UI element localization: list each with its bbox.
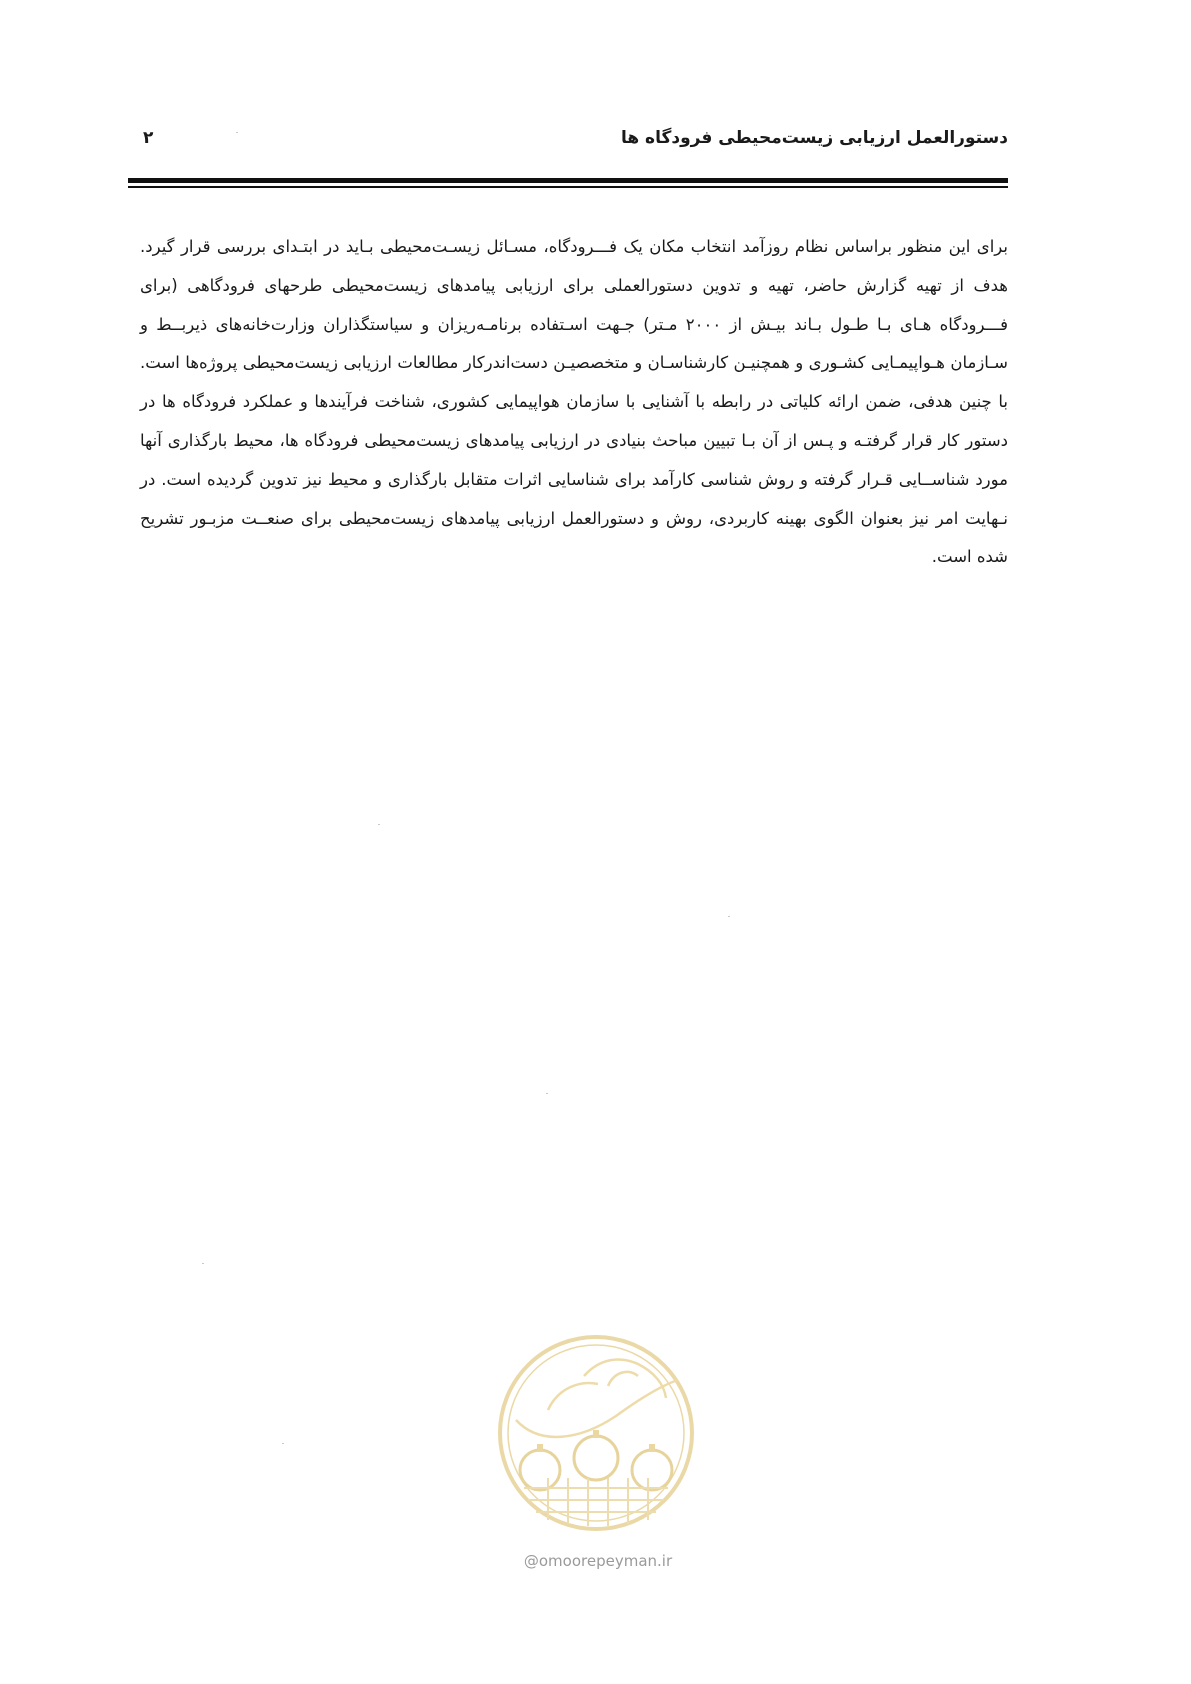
scan-speck [282,1443,284,1444]
running-title: دستورالعمل ارزیابی زیست‌محیطی فرودگاه ها [620,128,1008,148]
scan-speck [202,1263,204,1264]
scan-speck [378,824,380,825]
scan-speck [546,1093,548,1094]
gear-teeth-icon [537,1430,655,1452]
page-number: ۲ [143,128,154,148]
page-header [128,128,1008,158]
scan-speck [728,916,730,917]
grid-pattern-icon [524,1478,668,1526]
header-rule-thick [128,178,1008,183]
watermark-seal [488,1328,704,1538]
seal-lettering-logo [516,1360,678,1437]
scan-speck [236,132,238,133]
header-rule-thin [128,186,1008,188]
watermark-website: @omoorepeyman.ir [523,1552,673,1570]
body-paragraph: برای این منظور براساس نظام روزآمد انتخاب مکان یک فـــرودگاه، مسـائل زیسـت‌محیطی بـاید در ابتـدای بررسی قرار گیرد. هدف از تهیه گزارش حاضر، تهیه و تدوین دستورالعملی برای ارزیابی پیامدهای زیست‌محیطی طرحهای فرودگاهی (برای فـــرودگاه هـای بـا طـول بـاند بیـش از ۲۰۰۰ مـتر) جـهت اسـتفاده برنامـه‌ریزان و سیاستگذاران وزارت‌خانه‌های ذیربــط و سـازمان هـواپیمـایی کشـوری و همچنیـن کارشناسـان و متخصصیـن دست‌اندرکار مطالعات ارزیابی زیست‌محیطی پروژه‌ها است. با چنین هدفی، ضمن ارائه کلیاتی در رابطه با آشنایی با سازمان هواپیمایی کشوری، شناخت فرآیندها و عملکرد فرودگاه ها در دستور کار قرار گرفتـه و پـس از آن بـا تبیین مباحث بنیادی در ارزیابی پیامدهای زیست‌محیطی فرودگاه ها، محیط بارگذاری آنها مورد شناســایی قـرار گرفته و روش شناسی کارآمد برای شناسایی اثرات متقابل بارگذاری و محیط نیز تدوین گردیده است. در نـهایت امر نیز بعنوان الگوی بهینه کاربردی، روش و دستورالعمل ارزیابی پیامدهای زیست‌محیطی برای صنعــت مزبـور تشریح شده است. [140,237,1008,567]
